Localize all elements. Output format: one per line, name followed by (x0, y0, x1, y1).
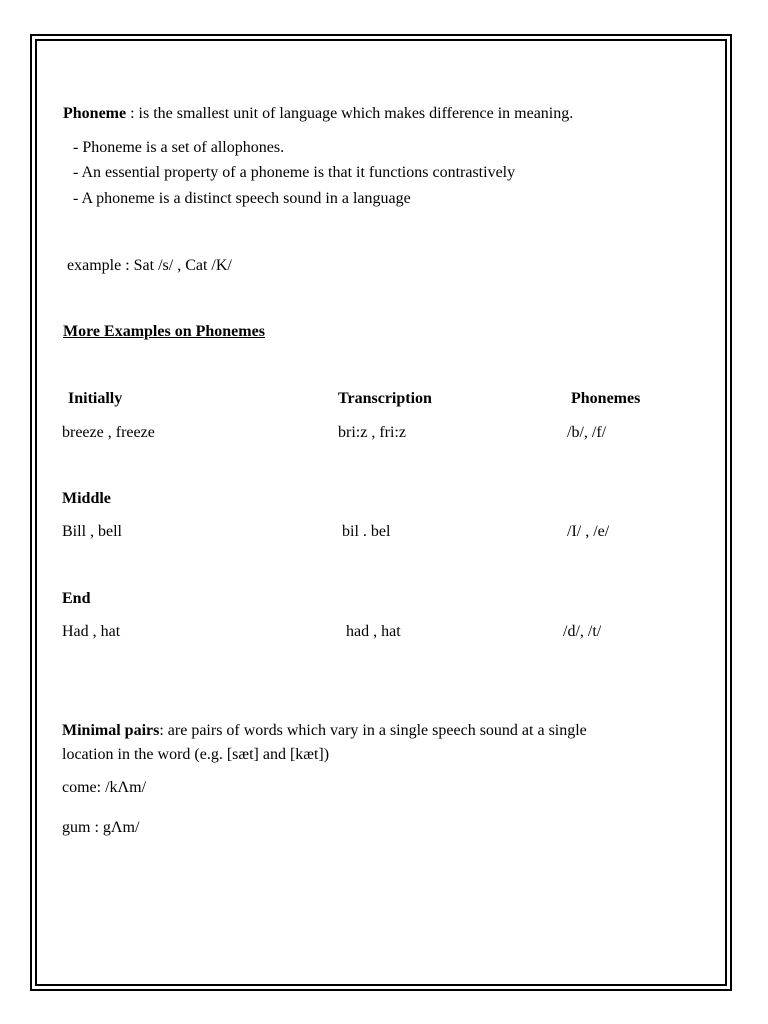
row-words: breeze , freeze (62, 424, 155, 441)
row-phonemes: /b/, /f/ (567, 424, 607, 441)
phoneme-definition-text: : is the smallest unit of language which makes difference in meaning. (126, 105, 574, 122)
bullet-item: - Phoneme is a set of allophones. (73, 139, 285, 156)
column-header-phonemes: Phonemes (571, 390, 641, 407)
minimal-pairs-definition (62, 721, 587, 741)
minimal-pairs-text: : are pairs of words which vary in a single speech sound at a single (159, 722, 587, 739)
row-transcription: bri:z , fri:z (338, 424, 406, 441)
example-line: example : Sat /s/ , Cat /K/ (67, 257, 232, 274)
row-phonemes: /I/ , /e/ (567, 523, 610, 540)
row-transcription: bil . bel (342, 523, 391, 540)
minimal-pairs-term: Minimal pairs (62, 722, 160, 739)
phoneme-definition (63, 104, 573, 124)
column-header-initially: Initially (68, 390, 123, 407)
bullet-item: - A phoneme is a distinct speech sound in a language (73, 190, 411, 207)
row-words: Had , hat (62, 623, 121, 640)
section-heading-end: End (62, 590, 91, 607)
column-header-transcription: Transcription (338, 390, 432, 407)
pair-example: gum : gΛm/ (62, 819, 140, 836)
section-heading-middle: Middle (62, 490, 111, 507)
pair-example: come: /kΛm/ (62, 779, 147, 796)
more-examples-heading: More Examples on Phonemes (63, 323, 265, 340)
row-transcription: had , hat (346, 623, 401, 640)
minimal-pairs-text-continued: location in the word (e.g. [sæt] and [kæt]) (62, 746, 330, 763)
bullet-item: - An essential property of a phoneme is that it functions contrastively (73, 164, 516, 181)
row-words: Bill , bell (62, 523, 122, 540)
phoneme-term: Phoneme (63, 105, 127, 122)
row-phonemes: /d/, /t/ (563, 623, 602, 640)
